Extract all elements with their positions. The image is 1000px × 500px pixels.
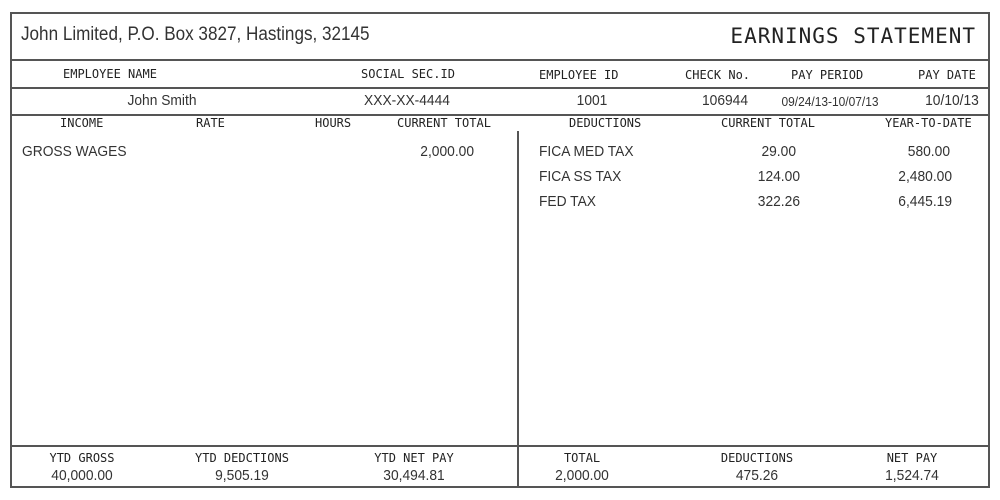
ssn-value: XXX-XX-4444 [364, 92, 450, 109]
income-item-current: 2,000.00 [420, 143, 474, 160]
deductions-summary-value: 475.26 [735, 467, 779, 484]
deduction-item-ytd: 2,480.00 [898, 168, 952, 185]
ytd-deductions-label: YTD DEDCTIONS [195, 451, 289, 465]
employee-name: John Smith [127, 92, 197, 109]
pay-date-label: PAY DATE [918, 68, 976, 82]
total-value: 2,000.00 [555, 467, 609, 484]
check-no-value: 106944 [701, 92, 749, 109]
rate-header: RATE [196, 116, 225, 130]
divider [12, 114, 988, 116]
deduction-item-name: FICA MED TAX [539, 143, 634, 160]
net-pay-label: NET PAY [886, 451, 938, 465]
ytd-gross-value: 40,000.00 [51, 467, 113, 484]
income-header: INCOME [60, 116, 104, 130]
employee-name-label: EMPLOYEE NAME [63, 67, 157, 81]
deductions-header: DEDUCTIONS [569, 116, 642, 130]
company-address: John Limited, P.O. Box 3827, Hastings, 32145 [21, 24, 370, 45]
pay-date-value: 10/10/13 [925, 92, 979, 109]
year-to-date-header: YEAR-TO-DATE [885, 116, 972, 130]
net-pay-value: 1,524.74 [885, 467, 939, 484]
deduction-item-ytd: 580.00 [907, 143, 950, 160]
deduction-item-current: 124.00 [757, 168, 800, 185]
deduction-item-ytd: 6,445.19 [898, 193, 952, 210]
deductions-summary-label: DEDUCTIONS [720, 451, 794, 465]
pay-period-value: 09/24/13-10/07/13 [781, 94, 879, 109]
ytd-gross-label: YTD GROSS [49, 451, 115, 465]
pay-period-label: PAY PERIOD [791, 68, 864, 82]
total-label: TOTAL [563, 451, 601, 465]
divider [12, 445, 988, 447]
hours-header: HOURS [315, 116, 352, 130]
earnings-statement [10, 12, 990, 488]
divider [12, 59, 988, 61]
check-no-label: CHECK No. [685, 68, 751, 82]
deduction-item-current: 29.00 [761, 143, 796, 160]
current-total-header: CURRENT TOTAL [397, 116, 491, 130]
employee-id-label: EMPLOYEE ID [539, 68, 619, 82]
ytd-deductions-value: 9,505.19 [215, 467, 269, 484]
ssn-label: SOCIAL SEC.ID [361, 67, 455, 81]
column-divider [517, 131, 519, 488]
deduction-item-name: FED TAX [539, 193, 597, 210]
income-item-name: GROSS WAGES [22, 143, 127, 160]
statement-title: EARNINGS STATEMENT [730, 24, 976, 48]
employee-id-value: 1001 [576, 92, 608, 109]
deductions-current-total-header: CURRENT TOTAL [721, 116, 815, 130]
deduction-item-name: FICA SS TAX [539, 168, 622, 185]
ytd-net-pay-label: YTD NET PAY [374, 451, 454, 465]
ytd-net-pay-value: 30,494.81 [383, 467, 445, 484]
deduction-item-current: 322.26 [757, 193, 800, 210]
divider [12, 87, 988, 89]
